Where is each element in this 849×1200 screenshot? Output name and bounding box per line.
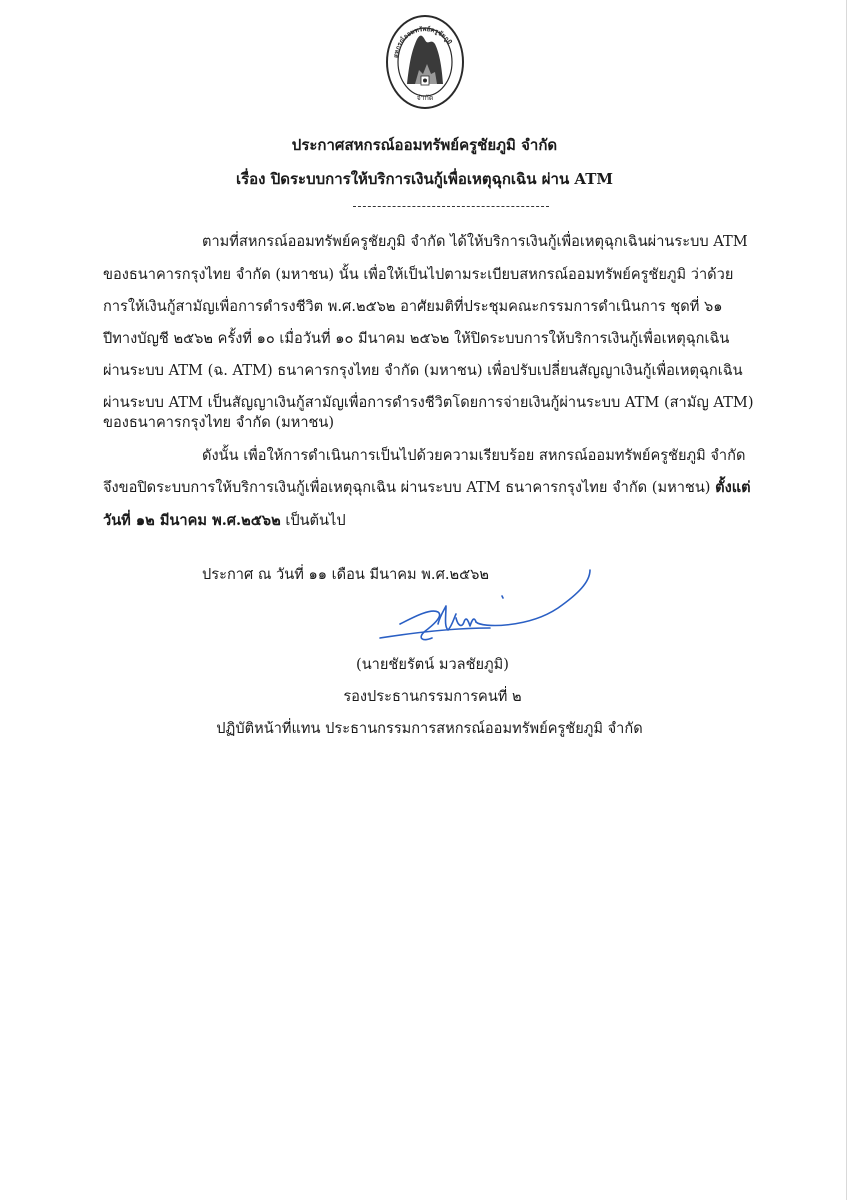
- paragraph-1-line-3: การให้เงินกู้สามัญเพื่อการดำรงชีวิต พ.ศ.๒๕๖๒ อาศัยมติที่ประชุมคณะกรรมการดำเนินการ ชุดที่ ๖๑: [103, 298, 723, 315]
- paragraph-1-line-6: ผ่านระบบ ATM เป็นสัญญาเงินกู้สามัญเพื่อการดำรงชีวิตโดยการจ่ายเงินกู้ผ่านระบบ ATM (สามัญ ATM): [103, 394, 754, 411]
- signature-icon: [378, 566, 598, 650]
- paragraph-1-line-4: ปีทางบัญชี ๒๕๖๒ ครั้งที่ ๑๐ เมื่อวันที่ ๑๐ มีนาคม ๒๕๖๒ ให้ปิดระบบการให้บริการเงินกู้เพื่อเหตุฉุกเฉิน: [103, 330, 730, 347]
- paragraph-2-line-2-text: จึงขอปิดระบบการให้บริการเงินกู้เพื่อเหตุฉุกเฉิน ผ่านระบบ ATM ธนาคารกรุงไทย จำกัด (มหาชน): [103, 479, 716, 496]
- announcement-title: ประกาศสหกรณ์ออมทรัพย์ครูชัยภูมิ จำกัด: [291, 136, 558, 154]
- signatory-name: (นายชัยรัตน์ มวลชัยภูมิ): [356, 656, 509, 673]
- paragraph-1-line-2: ของธนาคารกรุงไทย จำกัด (มหาชน) นั้น เพื่อให้เป็นไปตามระเบียบสหกรณ์ออมทรัพย์ครูชัยภูมิ ว่าด้วย: [103, 266, 734, 283]
- signatory-position: รองประธานกรรมการคนที่ ๒: [343, 688, 522, 705]
- announcement-subject: เรื่อง ปิดระบบการให้บริการเงินกู้เพื่อเหตุฉุกเฉิน ผ่าน ATM: [235, 170, 614, 188]
- effective-date: วันที่ ๑๒ มีนาคม พ.ศ.๒๕๖๒: [103, 512, 281, 529]
- paragraph-1-line-7: ของธนาคารกรุงไทย จำกัด (มหาชน): [103, 414, 335, 431]
- paragraph-1-line-1: ตามที่สหกรณ์ออมทรัพย์ครูชัยภูมิ จำกัด ได้ให้บริการเงินกู้เพื่อเหตุฉุกเฉินผ่านระบบ ATM: [202, 233, 748, 250]
- announcement-date: ประกาศ ณ วันที่ ๑๑ เดือน มีนาคม พ.ศ.๒๕๖๒: [202, 566, 490, 583]
- title-divider: [353, 206, 549, 207]
- cooperative-seal-icon: [385, 14, 465, 120]
- paragraph-2-line-3-text: เป็นต้นไป: [280, 512, 346, 529]
- paragraph-2-line-1: ดังนั้น เพื่อให้การดำเนินการเป็นไปด้วยความเรียบร้อย สหกรณ์ออมทรัพย์ครูชัยภูมิ จำกัด: [202, 447, 746, 464]
- seal-ring-text: สหกรณ์ออมทรัพย์ครูชัยภูมิ: [392, 25, 453, 59]
- paragraph-1-line-5: ผ่านระบบ ATM (ฉ. ATM) ธนาคารกรุงไทย จำกัด (มหาชน) เพื่อปรับเปลี่ยนสัญญาเงินกู้เพื่อเหตุฉุกเฉิน: [103, 362, 743, 379]
- paragraph-2-line-2: [103, 478, 751, 498]
- signatory-acting-role: ปฏิบัติหน้าที่แทน ประธานกรรมการสหกรณ์ออมทรัพย์ครูชัยภูมิ จำกัด: [216, 720, 643, 737]
- paragraph-2-line-3: [103, 511, 346, 531]
- seal-bottom-text: จำกัด: [416, 94, 434, 102]
- effective-from-label: ตั้งแต่: [715, 479, 751, 496]
